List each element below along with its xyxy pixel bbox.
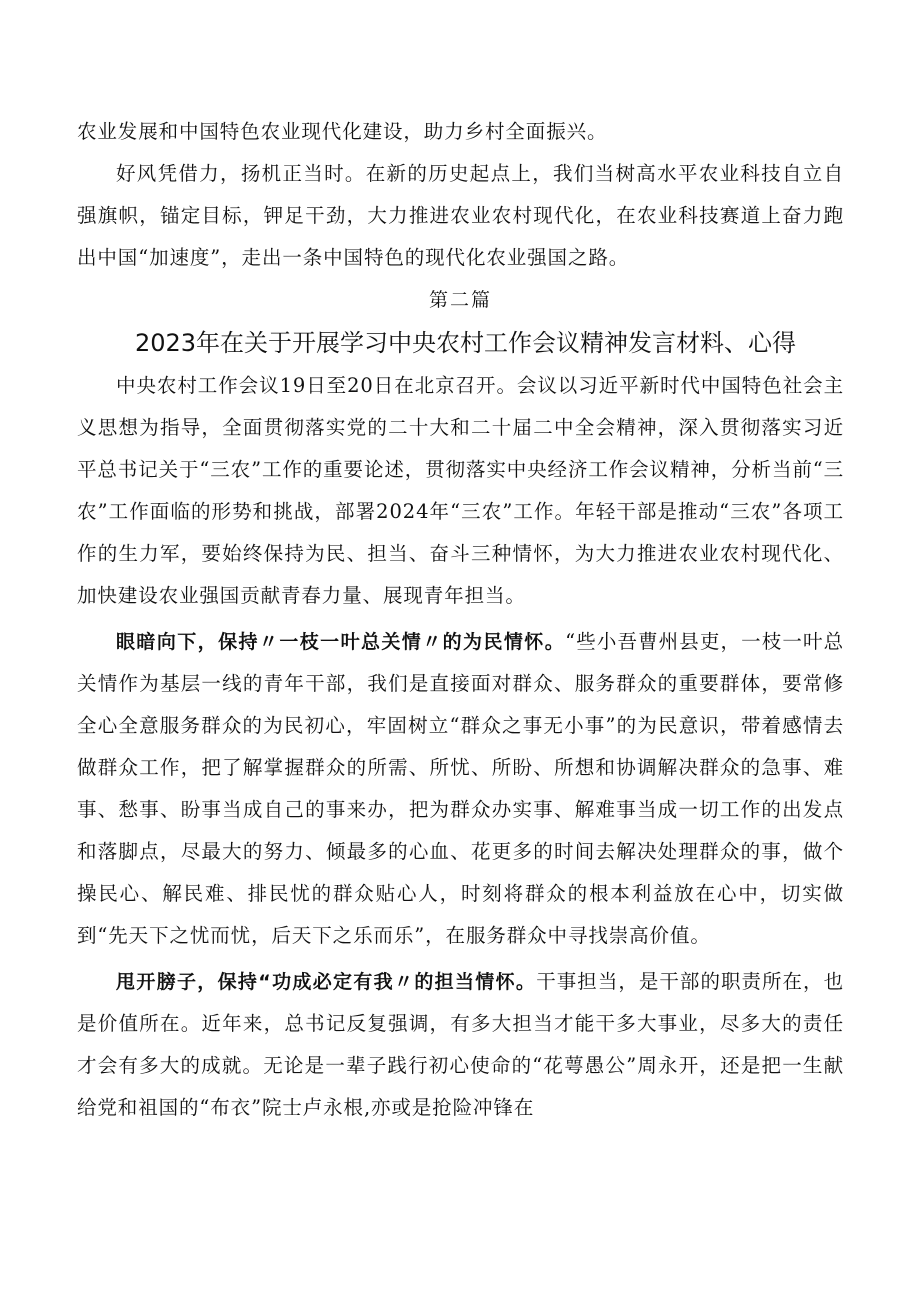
paragraph-4-body: 干事担当，是干部的职责所在，也是价值所在。近年来，总书记反复强调，有多大担当才能干多大事业，尽多大的责任才会有多大的成就。无论是一辈子践行初心使命的“花萼愚公”周永开，还是把一生献给党和祖国的“布衣”院士卢永根,亦或是抢险冲锋在 [77, 970, 844, 1119]
document-title: 2023年在关于开展学习中央农村工作会议精神发言材料、心得 [134, 329, 797, 357]
paragraph-1: 好风凭借力，扬机正当时。在新的历史起点上，我们当树高水平农业科技自立自强旗帜，锚定目标，钾足干劲，大力推进农业农村现代化，在农业科技赛道上奋力跑出中国“加速度”，走出一条中国特色的现代化农业强国之路。 [77, 162, 844, 269]
paragraph-3 [77, 621, 844, 957]
continuation-paragraph: 农业发展和中国特色农业现代化建设，助力乡村全面振兴。 [77, 120, 608, 143]
paragraph-2: 中央农村工作会议19日至20日在北京召开。会议以习近平新时代中国特色社会主义思想为指导，全面贯彻落实党的二十大和二十届二中全会精神，深入贯彻落实习近平总书记关于“三农”工作的重要论述，贯彻落实中央经济工作会议精神，分析当前“三农”工作面临的形势和挑战，部署2024年“三农”工作。年轻干部是推动“三农”各项工作的生力军，要始终保持为民、担当、奋斗三种情怀，为大力推进农业农村现代化、加快建设农业强国贡献青春力量、展现青年担当。 [77, 374, 845, 607]
paragraph-3-body: “些小吾曹州县吏，一枝一叶总关情作为基层一线的青年干部，我们是直接面对群众、服务群众的重要群体，要常修全心全意服务群众的为民初心，牢固树立“群众之事无小事”的为民意识，带着感情去做群众工作，把了解掌握群众的所需、所忧、所盼、所想和协调解决群众的急事、难事、愁事、盼事当成自己的事来办，把为群众办实事、解难事当成一切工作的出发点和落脚点，尽最大的努力、倾最多的心血、花更多的时间去解决处理群众的事，做个操民心、解民难、排民忧的群众贴心人，时刻将群众的根本利益放在心中，切实做到“先天下之忧而忧，后天下之乐而乐”，在服务群众中寻找崇高价值。 [77, 630, 845, 947]
paragraph-4-lead: 甩开膀子，保持“功成必定有我〃的担当情怀。 [116, 971, 537, 993]
paragraph-3-lead: 眼暗向下，保持〃一枝一叶总关情〃的为民情怀。 [116, 631, 566, 653]
section-label: 第二篇 [428, 289, 492, 311]
paragraph-4 [77, 961, 844, 1129]
